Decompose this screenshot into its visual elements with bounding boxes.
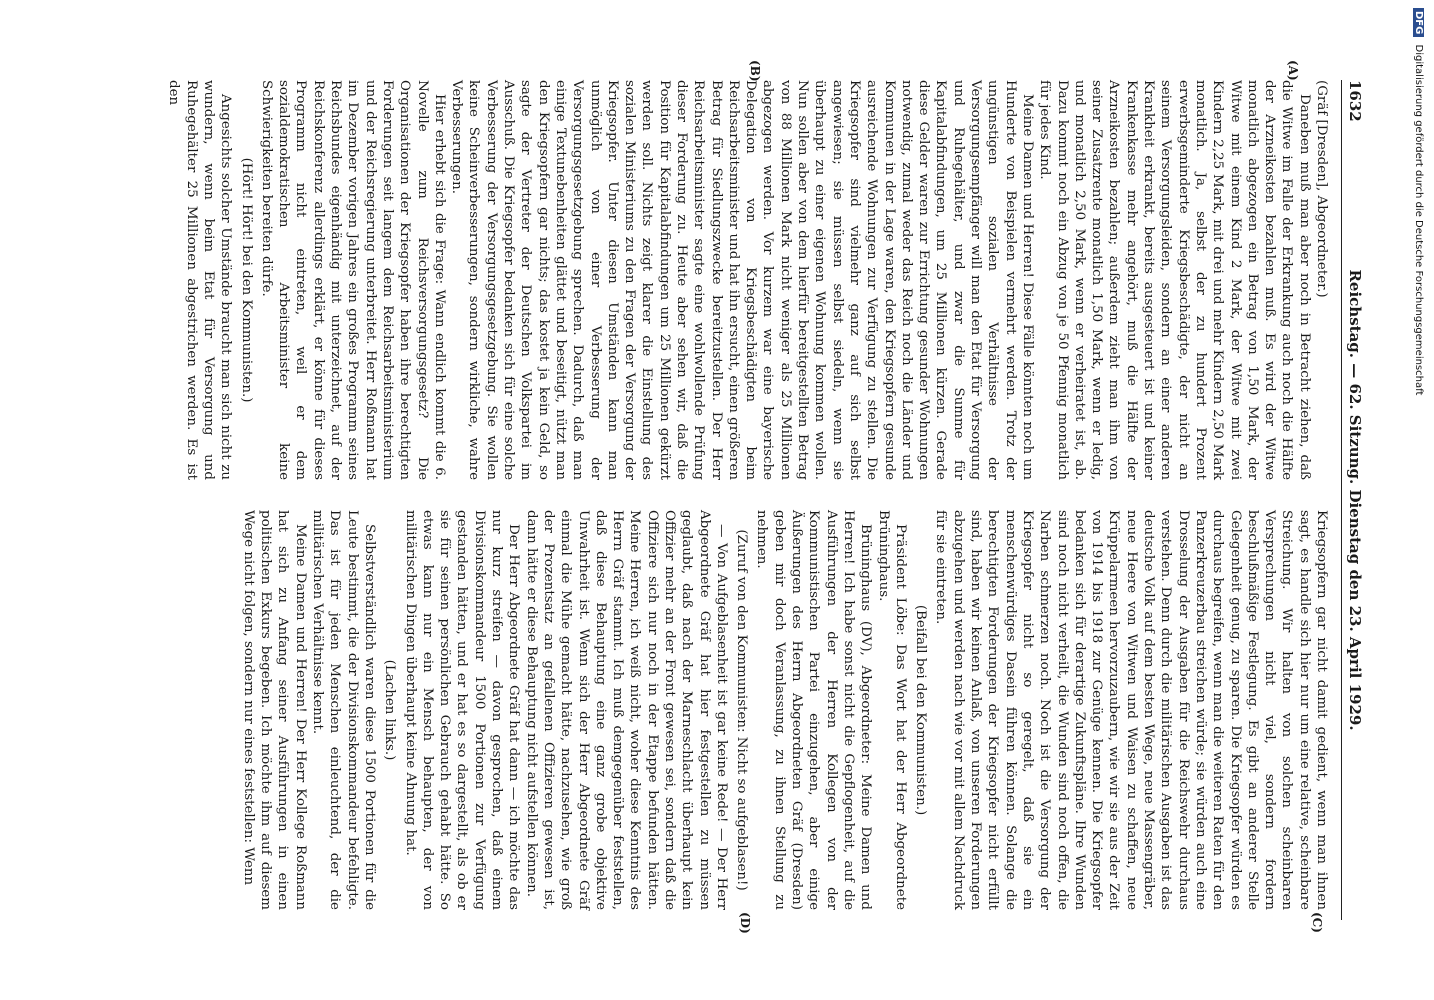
paragraph: Kriegsopfern gar nicht damit gedient, wenn man ihnen sagt, es handle sich hier nur um eine relative, scheinbare Streichung. Wir halten von solchen scheinbaren Versprechungen nicht viel, sondern fordern beschlußmäßige Festlegung. Es gibt an anderer Stelle Gelegenheit genug, zu sparen. Die Kriegsopfer würden es durchaus begreifen, wenn man die weiteren Raten für den Panzerkreuzerbau streichen würde; sie würden auch eine Drosselung der Ausgaben für die Reichswehr durchaus verstehen. Denn durch die militärischen Ausgaben ist das deutsche Volk auf dem besten Wege, neue Massengräber, neue Heere von Witwen und Waisen zu schaffen, neue Krüppelarmeen hervorzuzaubern, wie wir sie aus der Zeit von 1914 bis 1918 zur Genüge kennen. Die Kriegsopfer bedanken sich für derartige Zukunftspläne. Ihre Wunden sind noch nicht verheilt, die Wunden sind noch offen, die Narben schmerzen noch. Noch ist die Versorgung der Kriegsopfer nicht so geregelt, daß sie ein menschenwürdiges Dasein führen können. Solange die berechtigten Forderungen der Kriegsopfer nicht erfüllt sind, haben wir keinen Anlaß, von unseren Forderungen abzugehen und werden nach wie vor mit allem Nachdruck für sie eintreten. xyxy=(933,510,1329,910)
dfg-logo: DFG xyxy=(1413,8,1424,37)
page-number: 1632 xyxy=(1346,80,1364,122)
interjection: (Lachen links.) xyxy=(382,659,398,761)
paragraph: (Gräf [Dresden], Abgeordneter.) xyxy=(1314,80,1329,298)
margin-mark-d: (D) xyxy=(738,912,752,934)
right-column xyxy=(240,510,1330,910)
paragraph: — Von Aufgeblasenheit ist gar keine Rede! — Der Herr Abgeordnete Gräf hat hier festgestellen zu müssen geglaubt, daß nach der Marneschlacht überhaupt kein Offizier mehr an der Front gewesen sei, sondern daß die Offiziere sich nur noch in der Etappe befunden hätten. Meine Herren, ich weiß nicht, woher diese Kenntnis des Herrn Gräf stammt. Ich muß demgegenüber feststellen, daß diese Behauptung eine ganz grobe objektive Unwahrheit ist. Wenn sich der Herr Abgeordnete Gräf einmal die Mühe gemacht hätte, nachzusehen, wie groß der Prozentsatz an gefallenen Offizieren gewesen ist, dann hätte er diese Behauptung nicht aufstellen können. xyxy=(523,510,729,910)
paragraph: Der Herr Abgeordnete Gräf hat dann — ich möchte das nur kurz streifen — davon gesprochen, daß einem Divisionskommandeur 1500 Portionen zur Verfügung gestanden hätten, und er hat es so dargestellt, als ob er sie für seinen persönlichen Gebrauch gehabt hätte. So etwas kann nur ein Mensch behaupten, der von militärischen Dingen überhaupt keine Ahnung hat. xyxy=(402,510,522,910)
paragraph: Selbstverständlich waren diese 1500 Portionen für die Leute bestimmt, die der Divisionskommandeur befehligte. Das ist für jeden Menschen einleuchtend, der die militärischen Verhältnisse kennt. xyxy=(310,510,377,910)
dfg-credit-text: Digitalisierung gefördert durch die Deutsche Forschungsgemeinschaft xyxy=(1413,44,1424,396)
paragraph: Hier erhebt sich die Frage: Wann endlich kommt die 6. Novelle zum Reichsversorgungsgesetz? Die Organisationen der Kriegsopfer haben ihre berechtigten Forderungen seit langem dem Reichsarbeitsministerium und der Reichsregierung unterbreitet. Herr Roßmann hat im Dezember vorigen Jahres ein großes Programm seines Reichsbundes eigenhändig mit unterzeichnet, auf der Reichskonferenz allerdings erklärt, er könne für dieses Programm nicht eintreten, weil er dem sozialdemokratischen Arbeitsminister keine Schwierigkeiten bereiten dürfe. xyxy=(258,80,447,480)
rotated-page xyxy=(82,60,1382,940)
margin-mark-b: (B) xyxy=(748,60,762,82)
paragraph: Daneben muß man aber noch in Betracht ziehen, daß die Witwe im Falle der Erkrankung auch noch die Hälfte der Arzneikosten bezahlen muß. Es wird der Witwe monatlich abgezogen ein Betrag von 1,50 Mark, der Witwe mit einem Kind 2 Mark, der Witwe mit zwei Kindern 2,25 Mark, mit drei und mehr Kindern 2,50 Mark monatlich. Ja, selbst der zu hundert Prozent erwerbsgeminderte Kriegsbeschädigte, der nicht an seinem Versorgungsleiden, sondern an einer anderen Krankheit erkrankt, bereits ausgesteuert ist und keiner Krankenkasse mehr angehört, muß die Hälfte der Arzneikosten bezahlen; außerdem zieht man ihm von seiner Zusatzrente monatlich 1,50 Mark, wenn er ledig, und monatlich 2,50 Mark, wenn er verheiratet ist, ab. Dazu kommt noch ein Abzug von je 50 Pfennig monatlich für jedes Kind. xyxy=(1037,80,1312,480)
paragraph: Meine Damen und Herren! Der Herr Kollege Roßmann hat sich zu Anfang seiner Ausführungen in einen politischen Exkurs begeben. Ich möchte ihm auf diesem Wege nicht folgen, sondern nur eines feststellen: Wenn xyxy=(240,510,308,910)
interjection: (Zuruf von den Kommunisten: Nicht so aufgeblasen!) xyxy=(734,529,750,891)
interjection: (Beifall bei den Kommunisten.) xyxy=(913,604,929,816)
paragraph: Meine Damen und Herren! Diese Fälle könnten noch um Hunderte von Beispielen vermehrt werden. Trotz der ungünstigen sozialen Verhältnisse der Versorgungsempfänger will man den Etat für Versorgung und Ruhegehälter, und zwar die Summe für Kapitalabfindungen, um 25 Millionen kürzen. Gerade diese Gelder waren zur Errichtung gesunder Wohnungen notwendig, zumal weder das Reich noch die Länder und Kommunen in der Lage waren, den Kriegsopfern gesunde ausreichende Wohnungen zur Verfügung zu stellen. Die Kriegsopfer sind vielmehr ganz auf sich selbst angewiesen; sie müssen selbst siedeln, wenn sie überhaupt zu einer eigenen Wohnung kommen wollen. Nun sollen aber von dem hierfür bereitgestellten Betrag von 88 Millionen Mark nicht weniger als 25 Millionen abgezogen werden. Vor kurzem war eine bayerische Delegation von Kriegsbeschädigten beim Reichsarbeitsminister und hat ihn ersucht, einen größeren Betrag für Siedlungszwecke bereitzustellen. Der Herr Reichsarbeitsminister sagte eine wohlwollende Prüfung dieser Forderung zu. Heute aber sehen wir, daß die Position für Kapitalabfindungen um 25 Millionen gekürzt werden soll. Nichts zeigt klarer die Einstellung des sozialen Ministeriums zu den Fragen der Versorgung der Kriegsopfer. Unter diesen Umständen kann man unmöglich von einer Verbesserung der Versorgungsgesetzgebung sprechen. Dadurch, daß man einige Textunebenheiten glättet und beseitigt, nützt man den Kriegsopfern gar nichts; das kostet ja kein Geld, so sagte der Vertreter der Deutschen Volkspartei im Ausschuß. Die Kriegsopfer bedanken sich für eine solche Verbesserung der Versorgungsgesetzgebung. Sie wollen keine Scheinverbesserungen, sondern wirkliche, wahre Verbesserungen. xyxy=(449,80,1035,480)
left-column xyxy=(165,80,1330,480)
interjection: (Hört! Hört! bei den Kommunisten.) xyxy=(238,157,254,403)
running-header xyxy=(1341,80,1364,920)
dfg-credit xyxy=(1410,8,1424,992)
margin-mark-a: (A) xyxy=(1286,60,1300,81)
running-title: Reichstag. — 62. Sitzung. Dienstag den 23. April 1929. xyxy=(1346,269,1364,731)
paragraph: Präsident Löbe: Das Wort hat der Herr Abgeordnete Brüninghaus. xyxy=(875,510,908,910)
paragraph: Brüninghaus (DV), Abgeordneter: Meine Damen und Herren! Ich habe sonst nicht die Gepflogenheit, auf die Ausführungen der Herren Kollegen von der Kommunistischen Partei einzugehen, aber einige Äußerungen des Herrn Abgeordneten Gräf (Dresden) geben mir doch Veranlassung, zu ihnen Stellung zu nehmen. xyxy=(754,510,874,910)
margin-mark-c: (C) xyxy=(1310,912,1324,933)
paragraph: Angesichts solcher Umstände braucht man sich nicht zu wundern, wenn beim Etat für Versorgung und Ruhegehälter 25 Millionen abgestrichen werden. Es ist den xyxy=(166,80,234,480)
